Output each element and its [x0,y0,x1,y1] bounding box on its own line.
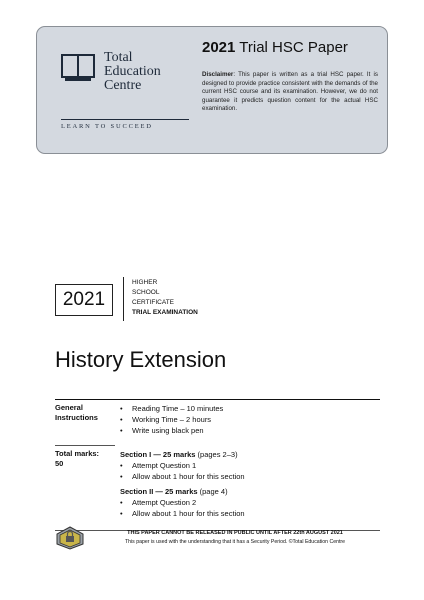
exam-year-box: 2021 [55,284,113,316]
logo-divider [61,119,189,120]
list-item: • Attempt Question 2 [120,497,245,508]
total-marks-label [55,449,99,469]
section-heading-bold: Section II — 25 marks [120,487,198,496]
cert-line: CERTIFICATE [132,299,175,306]
paper-title [202,39,348,56]
divider [55,399,380,400]
list-item: • Working Time – 2 hours [120,414,223,425]
tagline: LEARN TO SUCCEED [61,123,153,130]
section-heading-pages: (page 4) [197,487,228,496]
logo-wordmark [104,51,161,93]
label-line: General [55,403,83,412]
logo-line: Education [104,64,161,79]
disclaimer-label: Disclaimer [202,71,234,78]
list-item: • Allow about 1 hour for this section [120,471,245,482]
section-heading-bold: Section I — 25 marks [120,450,196,459]
cert-trial-line: TRIAL EXAMINATION [132,309,198,316]
release-notice: THIS PAPER CANNOT BE RELEASED IN PUBLIC UNTIL AFTER 22th AUGUST 2021 [127,530,343,536]
section-heading [120,486,245,497]
disclaimer-text: : This paper is written as a trial HSC paper. It is designed to provide practice consistent with the demands of the current HSC course and its examination. However, we do not guarantee it predicts question content for the actual HSC examination. [202,71,378,112]
divider [55,445,115,446]
section-2 [120,486,245,519]
cert-line: HIGHER [132,279,158,286]
section-heading-pages: (pages 2–3) [195,450,238,459]
instruction-list [120,403,223,436]
logo-line: Total [104,50,133,65]
open-book-icon [61,53,95,83]
security-notice: This paper is used with the understanding that it has a Security Period. ©Total Education Centre [124,539,346,545]
logo-line: Centre [104,78,142,93]
total-marks-text: Total marks: [55,449,100,458]
list-item: • Attempt Question 1 [120,460,245,471]
general-instructions-label [55,403,98,423]
section-1 [120,449,245,482]
subject-title: History Extension [55,347,227,372]
paper-title-text: Trial HSC Paper [235,39,348,56]
vertical-divider [123,277,124,321]
total-marks-value: 50 [55,459,64,468]
list-item: • Allow about 1 hour for this section [120,508,245,519]
certificate-lines [132,278,198,318]
list-item: • Reading Time – 10 minutes [120,403,223,414]
paper-title-year: 2021 [202,39,236,56]
disclaimer [202,71,378,114]
list-item: • Write using black pen [120,425,223,436]
cert-line: SCHOOL [132,289,160,296]
security-seal-icon [55,526,85,550]
header-card [36,26,388,154]
label-line: Instructions [55,413,98,422]
section-heading [120,449,245,460]
